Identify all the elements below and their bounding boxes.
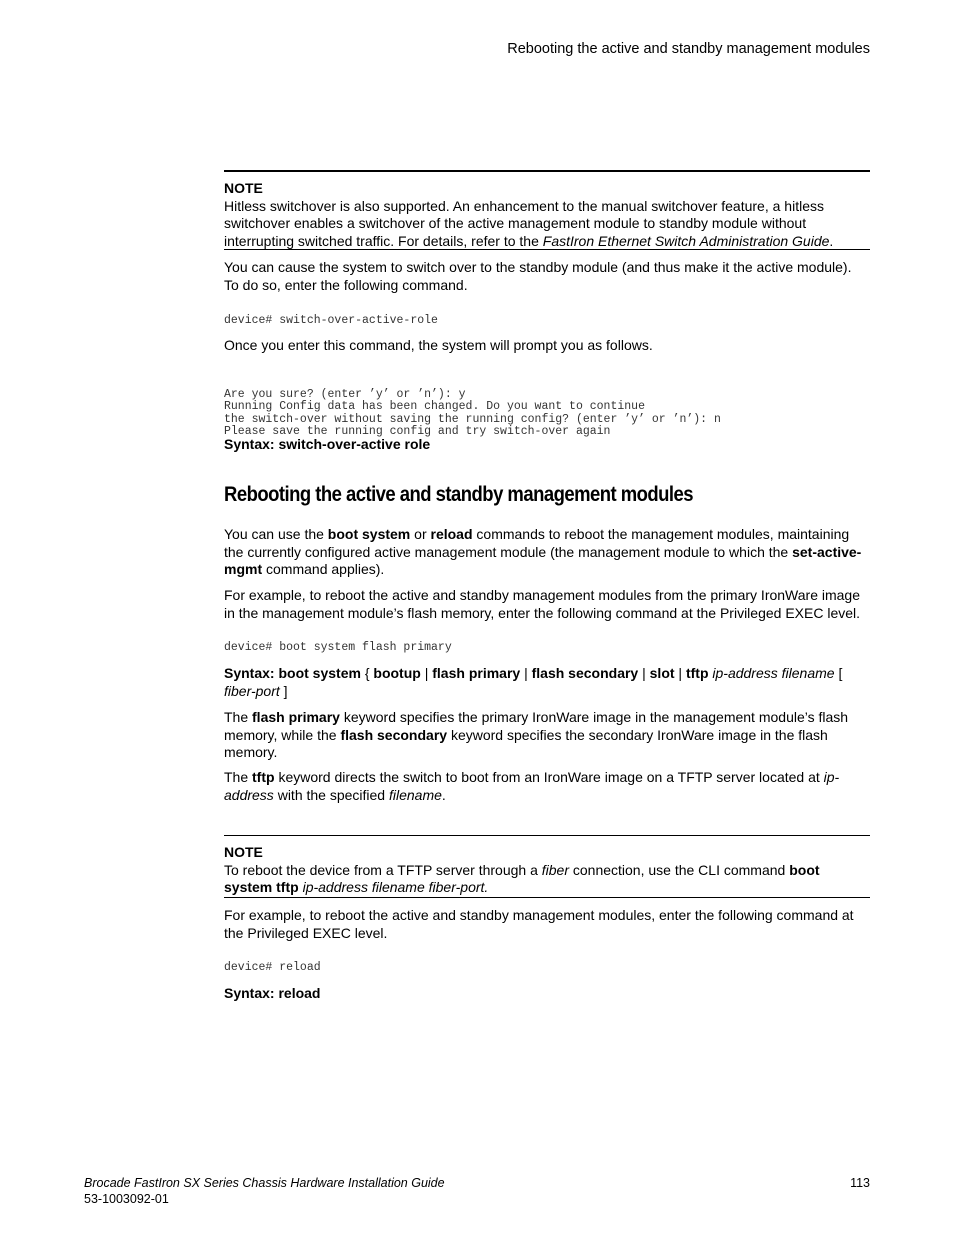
paragraph-tftp-keyword: The tftp keyword directs the switch to boot from an IronWare image on a TFTP server located at ip-address with the specified filename.	[224, 769, 840, 803]
running-header: Rebooting the active and standby management modules	[507, 41, 870, 57]
syntax-switch-over: Syntax: switch-over-active role	[224, 436, 431, 452]
prompt-line: Are you sure? (enter ’y’ or ’n’): y	[224, 387, 466, 401]
command-switch-over: device# switch-over-active-role	[224, 314, 438, 327]
note-label: NOTE	[224, 180, 263, 196]
footer-left	[84, 1175, 445, 1207]
note-hitless-switchover: NOTE Hitless switchover is also supported. An enhancement to the manual switchover feature, a hitless switchover enables a switchover of the active management module to standby module without interrupting switched traffic. For details, refer to the FastIron Ethernet Switch Administration Guide.	[224, 180, 834, 249]
prompt-line: the switch-over without saving the running config? (enter ’y’ or ’n’): n	[224, 412, 721, 426]
paragraph-switchover: You can cause the system to switch over to the standby module (and thus make it the active module). To do so, enter the following command.	[224, 259, 852, 293]
paragraph-example-reload: For example, to reboot the active and standby management modules, enter the following command at the Privileged EXEC level.	[224, 907, 854, 941]
footer-book-title: Brocade FastIron SX Series Chassis Hardware Installation Guide	[84, 1176, 445, 1190]
command-boot-system: device# boot system flash primary	[224, 641, 452, 654]
note2-bottom-rule	[224, 897, 870, 898]
paragraph-example-primary: For example, to reboot the active and standby management modules from the primary IronWare image in the management module’s flash memory, enter the following command at the Privileged EXEC level.	[224, 587, 861, 621]
note-text: Hitless switchover is also supported. An enhancement to the manual switchover feature, a hitless switchover enables a switchover of the active management module to standby module without interrupting switched traffic. For details, refer to the	[224, 197, 824, 249]
paragraph-prompt-intro: Once you enter this command, the system will prompt you as follows.	[224, 337, 653, 353]
note-top-rule	[224, 170, 870, 172]
prompt-line: Please save the running config and try switch-over again	[224, 425, 611, 438]
footer-page-number: 113	[850, 1176, 870, 1190]
note-tftp-fiber: NOTE To reboot the device from a TFTP server through a fiber connection, use the CLI command boot system tftp ip-address filename fiber-port.	[224, 844, 820, 895]
section-title: Rebooting the active and standby management modules	[224, 483, 694, 506]
syntax-reload: Syntax: reload	[224, 985, 321, 1001]
paragraph-boot-system: You can use the boot system or reload commands to reboot the management modules, maintaining the currently configured active management module (the management module to which the set-active-mgmt command applies).	[224, 526, 862, 577]
note-bottom-rule	[224, 249, 870, 250]
note2-top-rule	[224, 835, 870, 836]
prompt-line: Running Config data has been changed. Do you want to continue	[224, 400, 645, 413]
admin-guide-reference: FastIron Ethernet Switch Administration Guide	[542, 232, 830, 249]
note2-label: NOTE	[224, 844, 263, 860]
paragraph-flash-keywords: The flash primary keyword specifies the primary IronWare image in the management module’s flash memory, while the flash secondary keyword specifies the secondary IronWare image in the flash memory.	[224, 709, 849, 760]
footer-doc-number: 53-1003092-01	[84, 1192, 169, 1206]
command-reload: device# reload	[224, 961, 321, 974]
syntax-boot-system: Syntax: boot system { bootup | flash primary | flash secondary | slot | tftp ip-address filename [ fiber-port ]	[224, 665, 843, 699]
